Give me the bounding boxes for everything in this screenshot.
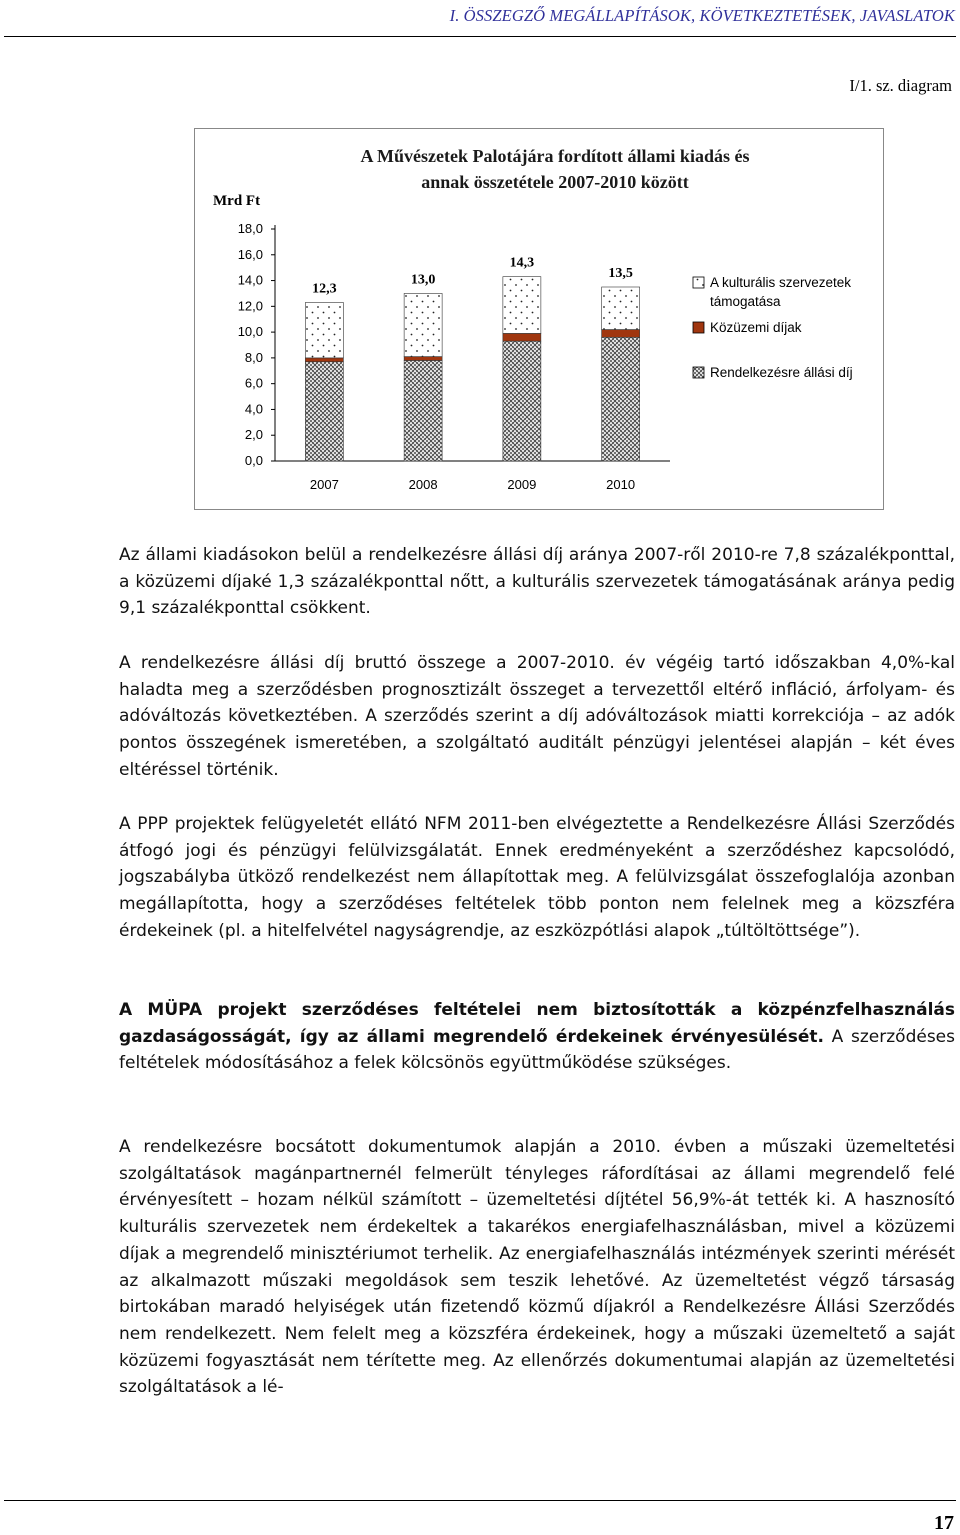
legend-swatch-utility: [693, 322, 704, 333]
legend-swatch-availability: [693, 367, 704, 378]
footer-rule: [4, 1500, 956, 1501]
diagram-number: I/1. sz. diagram: [849, 76, 952, 95]
legend-label: A kulturális szervezetek: [710, 275, 852, 290]
y-tick-label: 6,0: [244, 375, 263, 391]
bar-segment-utility-fees: [305, 358, 343, 362]
legend-label: Rendelkezésre állási díj: [710, 365, 853, 380]
x-tick-label: 2007: [309, 477, 339, 492]
stacked-bar-chart: [195, 129, 883, 509]
bar-segment-utility-fees: [503, 333, 541, 341]
y-tick-label: 18,0: [237, 221, 263, 236]
paragraph-4-emphasis: A MÜPA projekt szerződéses feltételei nem biztosították a közpénzfelhasználás gazdaságosságát, így az állami megrendelő érdekeinek érvényesülését.: [119, 1000, 955, 1047]
y-tick-label: 14,0: [237, 272, 263, 288]
bar-segment-utility-fees: [602, 330, 640, 338]
y-tick-label: 2,0: [244, 427, 263, 443]
chart-title-line2: annak összetétele 2007-2010 között: [421, 172, 689, 192]
bar-segment-culture-support: [404, 293, 442, 356]
bar-segment-utility-fees: [404, 357, 442, 361]
y-tick-label: 12,0: [237, 298, 263, 314]
paragraph-4: [119, 997, 955, 1077]
bar-segment-availability-fee: [602, 337, 640, 461]
paragraph-4-rest: A szerződéses feltételek módosításához a felek kölcsönös együttműködése szükséges.: [119, 1026, 955, 1074]
y-axis-unit-label: Mrd Ft: [213, 193, 261, 209]
page-number: 17: [934, 1512, 954, 1534]
bar-segment-availability-fee: [305, 362, 343, 461]
paragraph-5: A rendelkezésre bocsátott dokumentumok alapján a 2010. évben a műszaki üzemeltetési szolgáltatások magánpartnernél felmerült tényleges ráfordításai az állami megrendelő felé érvényesített – hozam nélkül számított – üzemeltetési díjtétel 56,9%-át tették ki. A hasznosító kulturális szervezetek nem érdekeltek a takarékos energiafelhasználásban, mivel a közüzemi díjak a megrendelő minisztériumot terhelik. Az energiafelhasználás intézmények szerinti mérését az alkalmazott műszaki megoldások sem teszik lehetővé. Az üzemeltetést végző társaság birtokában maradó helyiségek után fizetendő közmű díjakról a Rendelkezésre Állási Szerződés nem rendelkezett. Nem felelt meg a közszféra érdekeinek, hogy a műszaki üzemeltető a saját közüzemi fogyasztását nem térítette meg. Az ellenőrzés dokumentumai alapján az üzemeltetési szolgáltatások a lé-: [119, 1137, 955, 1398]
bar-total-label: 12,3: [312, 281, 337, 297]
legend-label: Közüzemi díjak: [710, 320, 802, 335]
bar-segment-culture-support: [305, 302, 343, 357]
chart-title-line1: A Művészetek Palotájára fordított állami kiadás és: [360, 146, 750, 166]
chart-frame: [194, 128, 884, 510]
y-tick-label: 4,0: [244, 401, 263, 417]
paragraph-2: A rendelkezésre állási díj bruttó összege a 2007-2010. év végéig tartó időszakban 4,0%-kal haladta meg a szerződésben prognosztizált összeget a tervezettől eltérő infláció, árfolyam- és adóváltozás következtében. A szerződés szerint a díj adóváltozások miatti korrekciója – az adók pontos összegének ismeretében, a szolgáltató auditált pénzügyi jelentései alapján – két éves eltéréssel történik.: [119, 653, 955, 780]
bar-segment-culture-support: [503, 277, 541, 334]
y-tick-label: 0,0: [244, 453, 263, 468]
x-tick-label: 2008: [408, 477, 438, 492]
y-tick-label: 16,0: [237, 246, 263, 262]
bar-total-label: 13,5: [608, 266, 633, 281]
bar-segment-availability-fee: [404, 360, 442, 461]
bar-segment-availability-fee: [503, 341, 541, 461]
y-tick-label: 10,0: [237, 324, 263, 340]
legend-swatch-culture: [693, 277, 704, 288]
x-tick-label: 2010: [606, 477, 636, 492]
bar-total-label: 14,3: [509, 255, 535, 271]
paragraph-3: A PPP projektek felügyeletét ellátó NFM 2011-ben elvégeztette a Rendelkezésre Állási Szerződés átfogó jogi és pénzügyi felülvizsgálatát. Ennek eredményeként a szerződéshez kapcsolódó, jogszabályba ütköző rendelkezést nem állapítottak meg. A felülvizsgálat összefoglalója azonban megállapította, hogy a szerződéses feltételek több ponton nem felelnek meg a közszféra érdekeinek (pl. a hitelfelvétel nagyságrendje, az eszközpótlási alapok „túltöltöttsége”).: [119, 814, 955, 941]
legend-label-continued: támogatása: [710, 294, 781, 309]
bar-total-label: 13,0: [410, 272, 436, 288]
header-rule: [4, 36, 956, 37]
running-header-title: I. ÖSSZEGZŐ MEGÁLLAPÍTÁSOK, KÖVETKEZTETÉSEK, JAVASLATOK: [449, 6, 955, 25]
paragraph-1: Az állami kiadásokon belül a rendelkezésre állási díj aránya 2007-ről 2010-re 7,8 százalékponttal, a közüzemi díjaké 1,3 százalékponttal nőtt, a kulturális szervezetek támogatásának aránya pedig 9,1 százalékponttal csökkent.: [119, 545, 955, 619]
bar-segment-culture-support: [602, 287, 640, 330]
y-tick-label: 8,0: [244, 349, 263, 365]
x-tick-label: 2009: [507, 477, 537, 492]
